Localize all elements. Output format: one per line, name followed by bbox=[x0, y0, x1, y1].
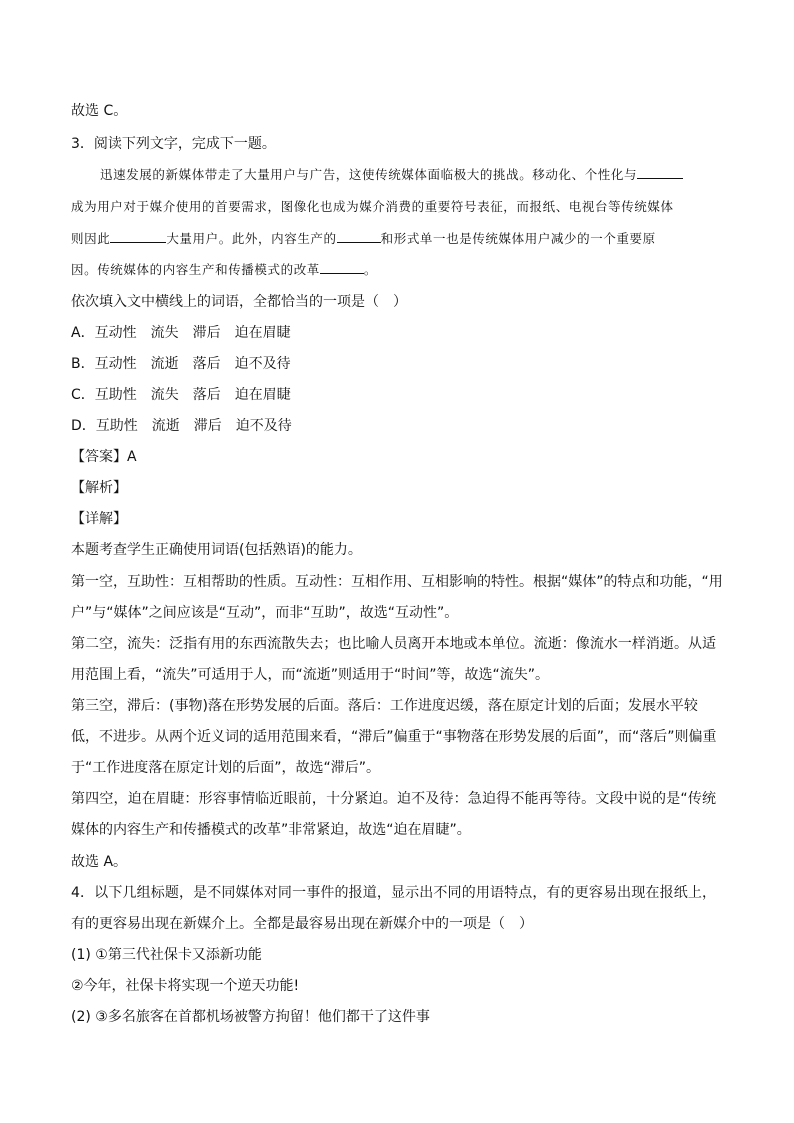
explanation-line: 第一空，互助性：互相帮助的性质。互动性：互相作用、互相影响的特性。根据“媒体”的特点和功能，“用 bbox=[71, 574, 723, 590]
option-text: 落后 bbox=[192, 387, 221, 403]
passage-text: 迅速发展的新媒体带走了大量用户与广告，这使传统媒体面临极大的挑战。移动化、个性化与 bbox=[100, 167, 638, 182]
explanation-line: 户”与“媒体”之间应该是“互动”，而非“互助”，故选“互动性”。 bbox=[71, 605, 459, 621]
option-b bbox=[71, 354, 305, 374]
passage-text: 因。传统媒体的内容生产和传播模式的改革 bbox=[71, 262, 320, 277]
fill-blank-4 bbox=[320, 261, 364, 274]
fill-blank-2 bbox=[110, 230, 166, 243]
option-text: 迫在眉睫 bbox=[234, 387, 291, 403]
option-text: 流失 bbox=[150, 387, 179, 403]
explanation-line: 媒体的内容生产和传播模式的改革”非常紧迫，故选“迫在眉睫”。 bbox=[71, 822, 471, 838]
fill-blank-3 bbox=[337, 230, 381, 243]
passage-line: 成为用户对于媒介使用的首要需求，图像化也成为媒介消费的重要符号表征，而报纸、电视台等传统媒体 bbox=[71, 199, 674, 214]
option-text: 迫在眉睫 bbox=[234, 325, 291, 341]
option-text: 流逝 bbox=[150, 356, 179, 372]
option-d bbox=[71, 416, 306, 436]
answer-label: 【答案】A bbox=[71, 449, 137, 465]
question-4-title: 有的更容易出现在新媒介上。全都是最容易出现在新媒介中的一项是（ ） bbox=[71, 916, 533, 932]
explanation-line: 于“工作进度落在原定计划的后面”，故选“滞后”。 bbox=[71, 760, 381, 776]
explanation-line: 用范围上看，“流失”可适用于人，而“流逝”则适用于“时间”等，故选“流失”。 bbox=[71, 667, 550, 683]
option-text: A．互动性 bbox=[71, 325, 137, 341]
option-text: 流逝 bbox=[151, 418, 180, 434]
option-text: 迫不及待 bbox=[235, 418, 292, 434]
explanation-line: 第三空，滞后：(事物)落在形势发展的后面。落后：工作进度迟缓，落在原定计划的后面；发展水平较 bbox=[71, 698, 698, 714]
passage-line bbox=[100, 166, 683, 184]
option-text: B．互动性 bbox=[71, 356, 137, 372]
text-line: 故选 C。 bbox=[71, 103, 128, 119]
text-line: 故选 A。 bbox=[71, 854, 128, 870]
question-4-item: ②今年，社保卡将实现一个逆天功能! bbox=[71, 978, 300, 994]
option-text: C．互助性 bbox=[71, 387, 137, 403]
detail-label: 【详解】 bbox=[71, 511, 127, 527]
analysis-label: 【解析】 bbox=[71, 480, 127, 496]
question-3-stem: 依次填入文中横线上的词语，全都恰当的一项是（ ） bbox=[71, 294, 407, 310]
question-4-item: (1) ①第三代社保卡又添新功能 bbox=[71, 947, 262, 963]
passage-text: 大量用户。此外，内容生产的 bbox=[166, 231, 337, 246]
option-text: D．互助性 bbox=[71, 418, 138, 434]
option-text: 滞后 bbox=[193, 418, 222, 434]
passage-text: 则因此 bbox=[71, 231, 111, 246]
option-c bbox=[71, 385, 305, 405]
option-text: 落后 bbox=[192, 356, 221, 372]
passage-text: 和形式单一也是传统媒体用户减少的一个重要原 bbox=[380, 231, 656, 246]
question-4-item: (2) ③多名旅客在首都机场被警方拘留！他们都干了这件事 bbox=[71, 1009, 430, 1025]
passage-line bbox=[71, 230, 656, 248]
fill-blank-1 bbox=[637, 166, 683, 179]
explanation-line: 第四空，迫在眉睫：形容事情临近眼前，十分紧迫。迫不及待：急迫得不能再等待。文段中说的是“传统 bbox=[71, 791, 716, 807]
option-text: 迫不及待 bbox=[234, 356, 291, 372]
question-4-title: 4．以下几组标题，是不同媒体对同一事件的报道，显示出不同的用语特点，有的更容易出现在报纸上， bbox=[71, 885, 716, 901]
option-text: 滞后 bbox=[192, 325, 221, 341]
option-a bbox=[71, 323, 305, 343]
passage-line bbox=[71, 261, 377, 279]
passage-text: 。 bbox=[363, 262, 378, 277]
explanation-line: 本题考查学生正确使用词语(包括熟语)的能力。 bbox=[71, 542, 362, 558]
question-3-title: 3．阅读下列文字，完成下一题。 bbox=[71, 136, 276, 152]
explanation-line: 第二空，流失：泛指有用的东西流散失去；也比喻人员离开本地或本单位。流逝：像流水一样消逝。从适 bbox=[71, 636, 716, 652]
option-text: 流失 bbox=[150, 325, 179, 341]
explanation-line: 低，不进步。从两个近义词的适用范围来看，“滞后”偏重于“事物落在形势发展的后面”，而“落后”则偏重 bbox=[71, 729, 717, 745]
